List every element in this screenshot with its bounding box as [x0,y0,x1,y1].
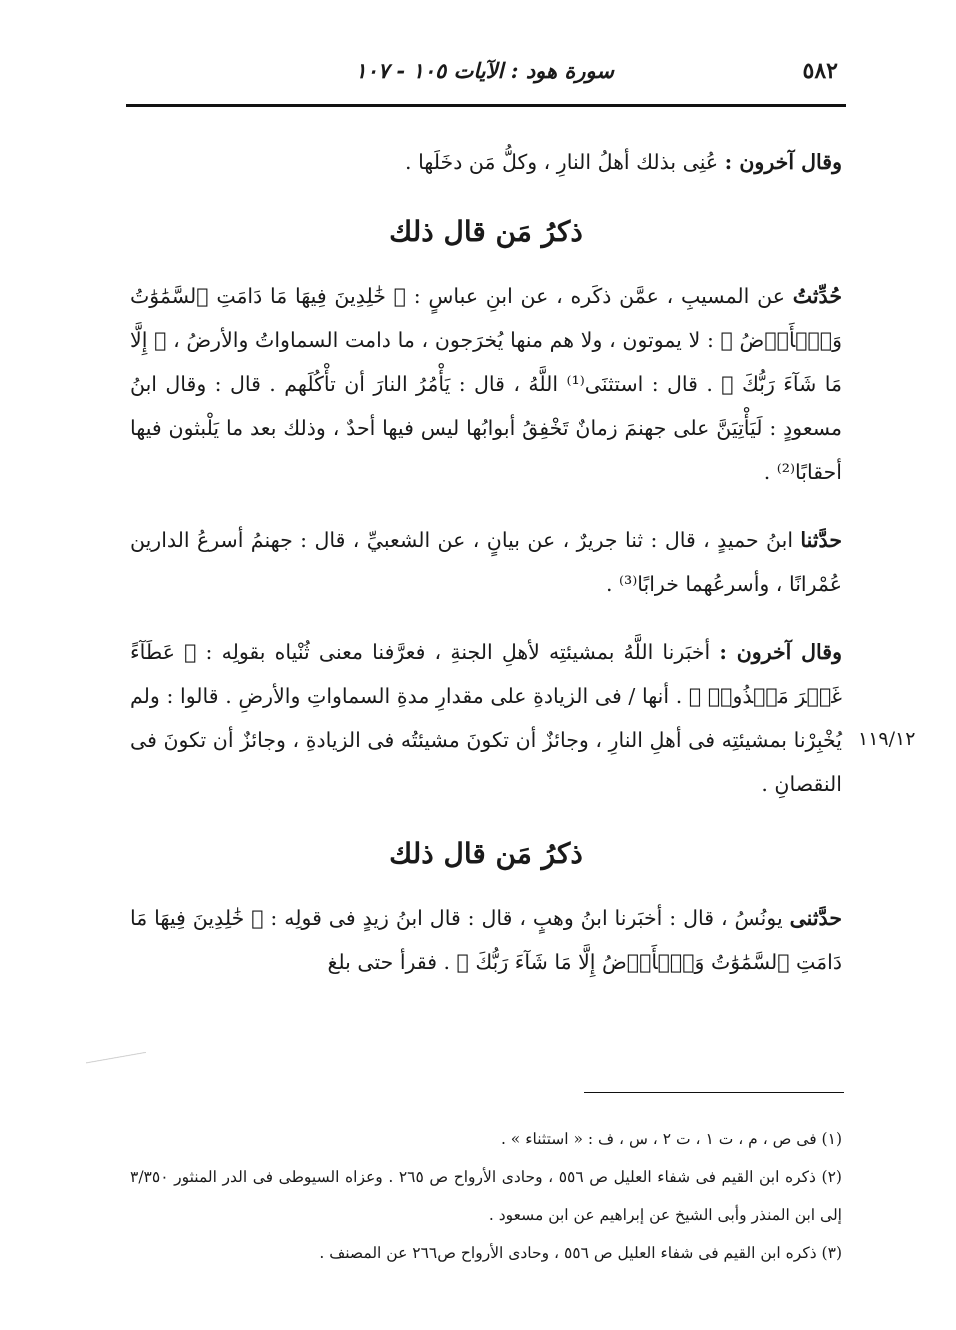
running-header [128,58,844,92]
paragraph-lead: وقال آخرون : [724,150,842,174]
section-heading: ذكرُ مَن قال ذلك [389,215,583,248]
paragraph-text: يونُسُ ، قال : أخبَرنا ابنُ وهبٍ ، قال : قال ابنُ زيدٍ فى قولِه : ﴿ خَٰلِدِينَ فِيهَا مَا دَامَتِ ٱلسَّمَٰوَٰتُ وَٱلۡأَرۡضُ إِلَّا مَا شَآءَ رَبُّكَ ﴾ . فقرأ حتى بلغ [130,906,842,974]
paragraph-text: عن المسيبِ ، عمَّن ذكَره ، عن ابنِ عباسٍ : ﴿ خَٰلِدِينَ فِيهَا مَا دَامَتِ ٱلسَّمَٰوَٰتُ وَٱلۡأَرۡضُ ﴾ : لا يموتون ، ولا هم منها يُخرَجون ، ما دامت السماواتُ والأرضُ ، ﴿ إِلَّا مَا شَآءَ رَبُّكَ ﴾ . قال : استثنَى⁽¹⁾ اللَّهُ ، قال : يَأْمُرُ النارَ أن تأْكُلَهم . قال : وقال ابنُ مسعودٍ : لَيَأْتِيَنَّ على جهنمَ زمانٌ تَخْفِقُ أبوابُها ليس فيها أحدٌ ، وذلك بعد ما يَلْبثون فيها أحقابًا⁽²⁾ . [130,284,842,484]
paragraph-lead: وقال آخرون : [719,640,842,664]
footnote: (٣) ذكره ابن القيم فى شفاء العليل ص ٥٥٦ ، وحادى الأرواح ص٢٦٦ عن المصنف . [319,1244,842,1262]
running-title: سورة هود : الآيات ١٠٥ - ١٠٧ [355,58,614,83]
margin-reference: ١١٩/١٢ [858,728,916,750]
paragraph [130,140,842,184]
footnote-rule [584,1092,844,1093]
header-rule [126,104,846,107]
page-number: ٥٨٢ [802,58,838,84]
paragraph-text: ابنُ حميدٍ ، قال : ثنا جريرٌ ، عن بيانٍ ، عن الشعبيِّ ، قال : جهنمُ أسرعُ الدارين عُمْرانًا ، وأسرعُهما خرابًا⁽³⁾ . [130,528,842,596]
paragraph-lead: حُدِّثتُ [792,284,842,308]
scan-mark [86,1052,146,1064]
paragraph [130,630,842,806]
section-heading: ذكرُ مَن قال ذلك [389,837,583,870]
footnote: (٢) ذكره ابن القيم فى شفاء العليل ص ٥٥٦ ، وحادى الأرواح ص ٢٦٥ . وعزاه السيوطى فى الدر المنثور ٣/٣٥٠ إلى ابن المنذر وأبى الشيخ عن إبراهيم عن ابن مسعود . [130,1168,842,1224]
footnotes [130,1120,842,1272]
paragraph [130,274,842,494]
main-text [130,140,842,1008]
paragraph-text: عُنِى بذلك أهلُ النارِ ، وكلُّ مَن دخَلَها . [405,150,725,174]
paragraph-text: أخبَرنا اللَّهُ بمشيئتِه لأهلِ الجنةِ ، فعرَّفنا معنى ثُنْياه بقولِه : ﴿ عَطَآءً غَيۡرَ مَجۡذُوذٖ ﴾ . أنها / فى الزيادةِ على مقدارِ مدةِ السماواتِ والأرضِ . قالوا : ولم يُخْبِرْنا بمشيئتِه فى أهلِ النارِ ، وجائزٌ أن تكونَ مشيئتُه فى الزيادةِ ، وجائزٌ أن تكونَ فى النقصانِ . [130,640,842,796]
paragraph [130,518,842,606]
paragraph-lead: حدَّثنى [789,906,842,930]
footnote: (١) فى ص ، م ، ت ١ ، ت ٢ ، س ، ف : « استثناء » . [500,1130,842,1148]
paragraph [130,896,842,984]
paragraph-lead: حدَّثنا [800,528,842,552]
